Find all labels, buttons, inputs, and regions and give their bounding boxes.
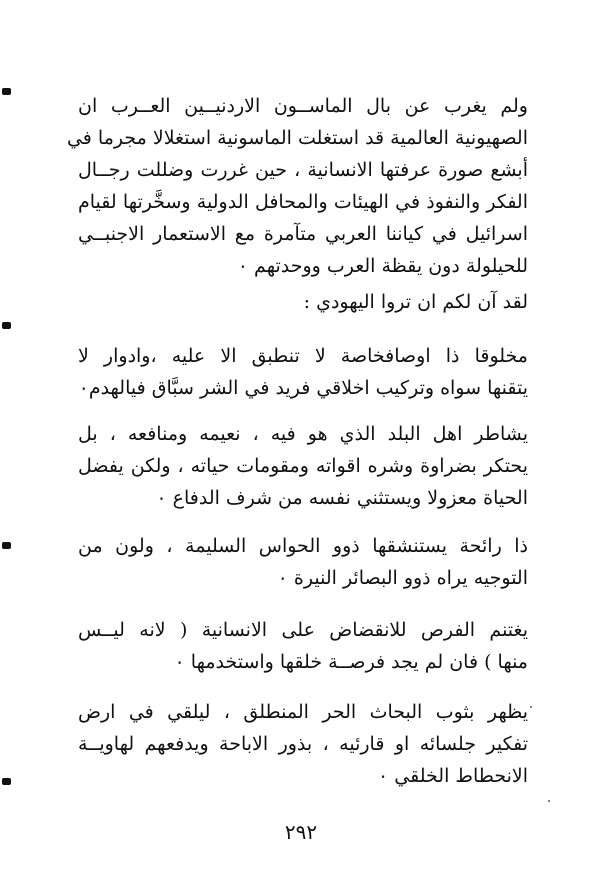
text-line: مخلوقا ذا اوصافخاصة لا تنطبق الا عليه ،وادوار لا (78, 345, 528, 367)
text-line: للحيلولة دون يقظة العرب ووحدتهم ٠ (237, 255, 528, 277)
text-line: يتقنها سواه وتركيب اخلاقي فريد في الشر سبَّاق فيالهدم٠ (78, 377, 528, 399)
text-line: الانحطاط الخلقي ٠ (378, 765, 528, 787)
text-line: الصهيونية العالمية قد استغلت الماسونية استغلالا مجرما في (66, 127, 528, 149)
text-line: لقد آن لكم ان تروا اليهودي : (303, 291, 528, 313)
text-line: يحتكر بضراوة وشره اقواته ومقومات حياته ، ولكن يفضل (78, 455, 528, 477)
text-line: الفكر والنفوذ في الهيئات والمحافل الدولية وسخَّرتها لقيام (78, 191, 528, 213)
paragraph-trait-1 (78, 340, 528, 404)
paragraph-trait-5 (78, 696, 528, 792)
paragraph-trait-2 (78, 418, 528, 514)
speck (548, 800, 550, 802)
text-line: يظهر بثوب البحاث الحر المنطلق ، ليلقي في ارض (78, 701, 528, 723)
text-line: الحياة معزولا ويستثني نفسه من شرف الدفاع ٠ (156, 487, 528, 509)
text-line: منها ) فان لم يجد فرصــة خلقها واستخدمها ٠ (174, 651, 528, 673)
margin-mark (2, 88, 11, 95)
text-line: ذا رائحة يستنشقها ذوو الحواس السليمة ، ولون من (78, 535, 528, 557)
margin-mark (2, 778, 11, 785)
text-line: ولم يغرب عن بال الماســون الاردنيــين العــرب ان (78, 95, 528, 117)
paragraph-trait-4 (78, 614, 528, 678)
text-line: اسرائيل في كياننا العربي متآمرة مع الاستعمار الاجنبــي (78, 223, 528, 245)
text-line: يغتنم الفرص للانقضاض على الانسانية ( لانه ليــس (78, 619, 528, 641)
text-line: تفكير جلسائه او قارئيه ، بذور الاباحة ويدفعهم لهاويــة (78, 733, 528, 755)
text-line: يشاطر اهل البلد الذي هو فيه ، نعيمه ومنافعه ، بل (78, 423, 528, 445)
paragraph-trait-3 (78, 530, 528, 594)
text-line: أبشع صورة عرفتها الانسانية ، حين غررت وضللت رجــال (78, 159, 528, 181)
margin-mark (2, 322, 11, 329)
speck (530, 706, 532, 708)
margin-mark (2, 542, 11, 549)
paragraph-heading-line (78, 286, 528, 318)
page-number: ٢٩٢ (284, 820, 318, 844)
text-line: التوجيه يراه ذوو البصائر النيرة ٠ (277, 567, 528, 589)
paragraph-intro (66, 90, 528, 282)
